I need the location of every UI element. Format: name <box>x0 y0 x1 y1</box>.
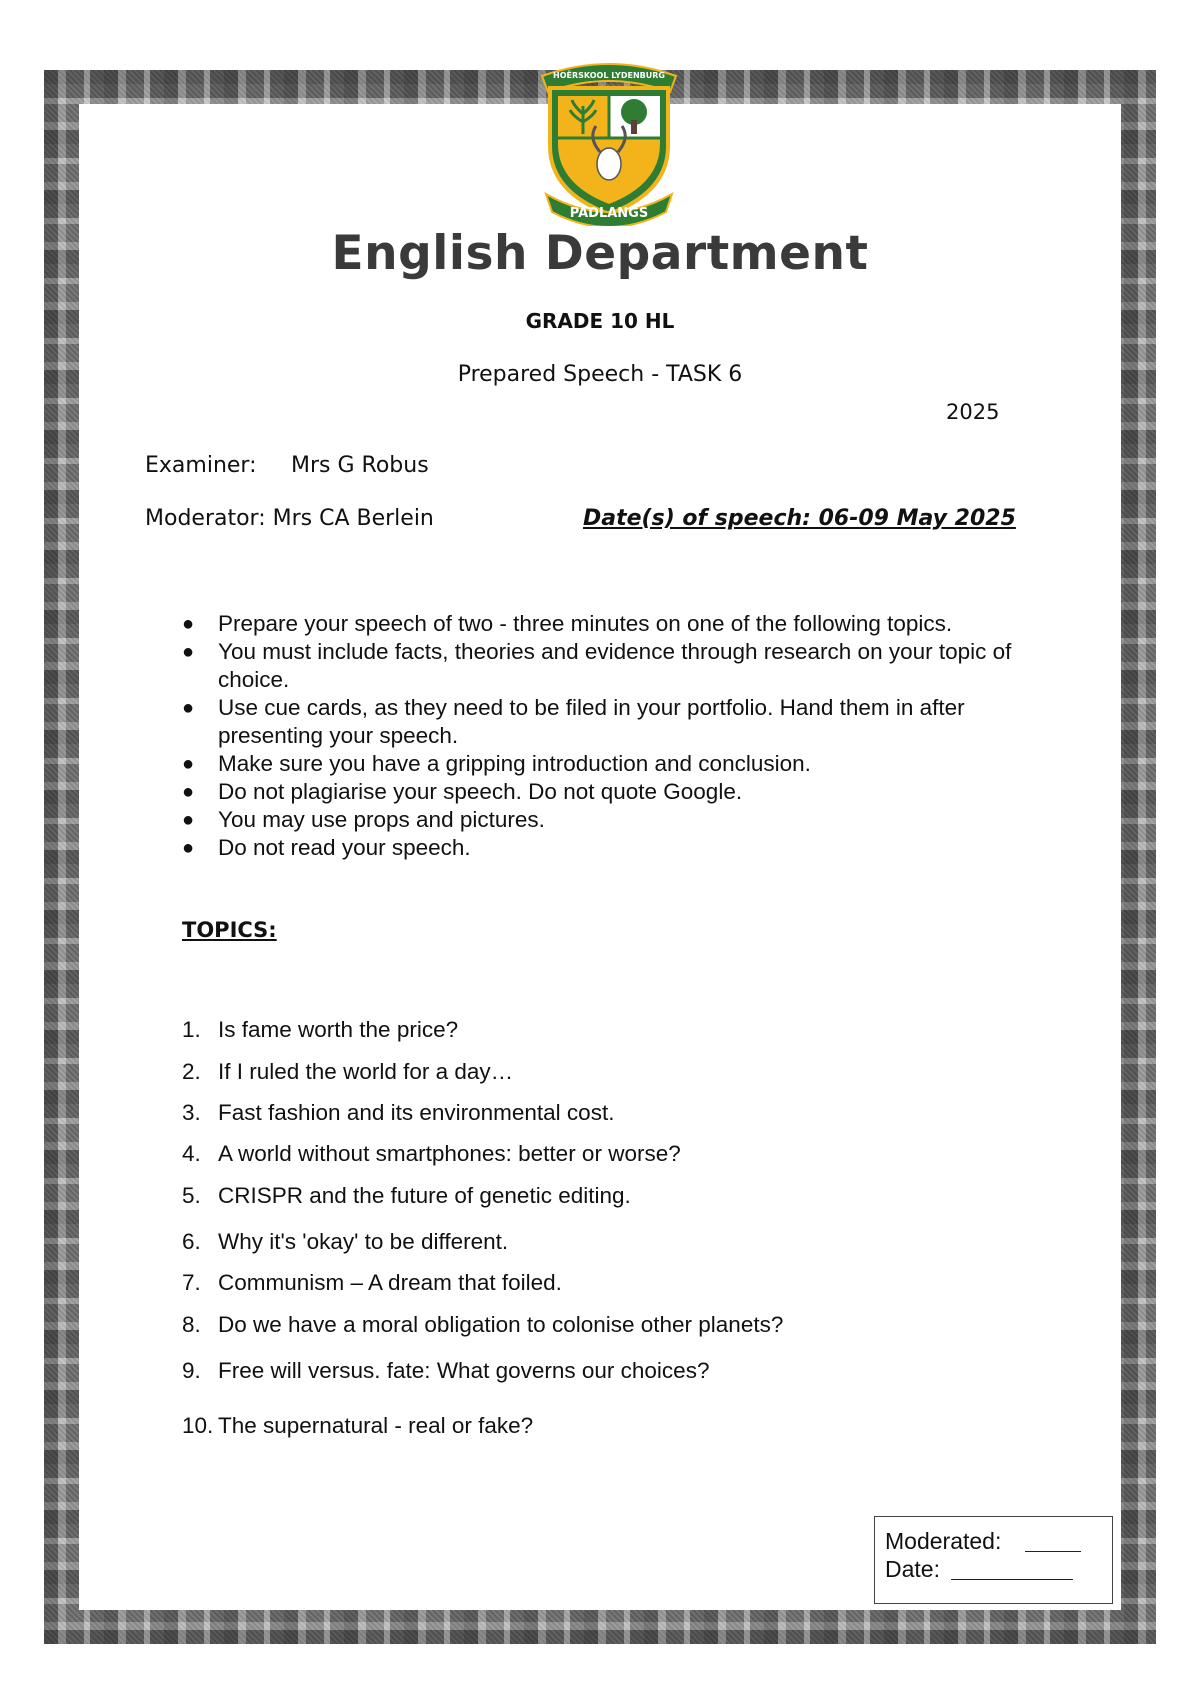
moderated-label: Moderated: <box>885 1528 1002 1554</box>
year-label: 2025 <box>946 400 1000 424</box>
examiner-name: Mrs G Robus <box>291 453 429 478</box>
examiner-line <box>145 453 429 478</box>
speech-date: Date(s) of speech: 06-09 May 2025 <box>583 506 1016 531</box>
bullet-icon: ● <box>182 809 195 831</box>
topic-item: 8. Do we have a moral obligation to colonise other planets? <box>182 1312 784 1337</box>
moderation-box <box>874 1516 1113 1604</box>
task-heading: Prepared Speech - TASK 6 <box>457 362 743 387</box>
moderator-line: Moderator: Mrs CA Berlein <box>145 506 434 531</box>
topic-item: 10. The supernatural - real or fake? <box>182 1413 534 1438</box>
grade-heading: GRADE 10 HL <box>525 309 675 333</box>
topic-item: 5. CRISPR and the future of genetic editing. <box>182 1183 631 1208</box>
topic-item: 6. Why it's 'okay' to be different. <box>182 1229 509 1254</box>
topic-item: 2. If I ruled the world for a day… <box>182 1059 514 1084</box>
instructions-list <box>182 610 1062 862</box>
school-crest-logo <box>536 54 682 226</box>
moderated-signature-line <box>1025 1551 1081 1552</box>
topic-item: 7. Communism – A dream that foiled. <box>182 1270 562 1295</box>
bullet-icon: ● <box>182 613 195 635</box>
bullet-icon: ● <box>182 697 195 719</box>
instruction-item: ● Do not plagiarise your speech. Do not quote Google. <box>182 779 743 804</box>
instruction-item: ● You may use props and pictures. <box>182 807 545 832</box>
department-title: English Department <box>331 226 869 281</box>
topic-item: 3. Fast fashion and its environmental cost. <box>182 1100 615 1125</box>
instruction-item: ● Do not read your speech. <box>182 835 471 860</box>
bullet-icon: ● <box>182 753 195 775</box>
date-label: Date: <box>885 1556 940 1582</box>
topics-heading: TOPICS: <box>182 918 277 942</box>
svg-text:HOËRSKOOL LYDENBURG: HOËRSKOOL LYDENBURG <box>553 71 665 80</box>
instruction-item: ● You must include facts, theories and evidence through research on your topic of choice. <box>182 639 1012 692</box>
bullet-icon: ● <box>182 837 195 859</box>
bullet-icon: ● <box>182 641 195 663</box>
instruction-item: ● Prepare your speech of two - three minutes on one of the following topics. <box>182 611 953 636</box>
instruction-item: ● Use cue cards, as they need to be filed in your portfolio. Hand them in after presenting your speech. <box>182 695 965 748</box>
bullet-icon: ● <box>182 781 195 803</box>
date-signature-line <box>951 1579 1073 1580</box>
svg-text:PADLANGS: PADLANGS <box>569 206 649 221</box>
topic-item: 1. Is fame worth the price? <box>182 1017 459 1042</box>
topic-item: 4. A world without smartphones: better or worse? <box>182 1141 681 1166</box>
topic-item: 9. Free will versus. fate: What governs our choices? <box>182 1358 710 1383</box>
instruction-item: ● Make sure you have a gripping introduction and conclusion. <box>182 751 811 776</box>
examiner-label: Examiner: <box>145 453 257 478</box>
